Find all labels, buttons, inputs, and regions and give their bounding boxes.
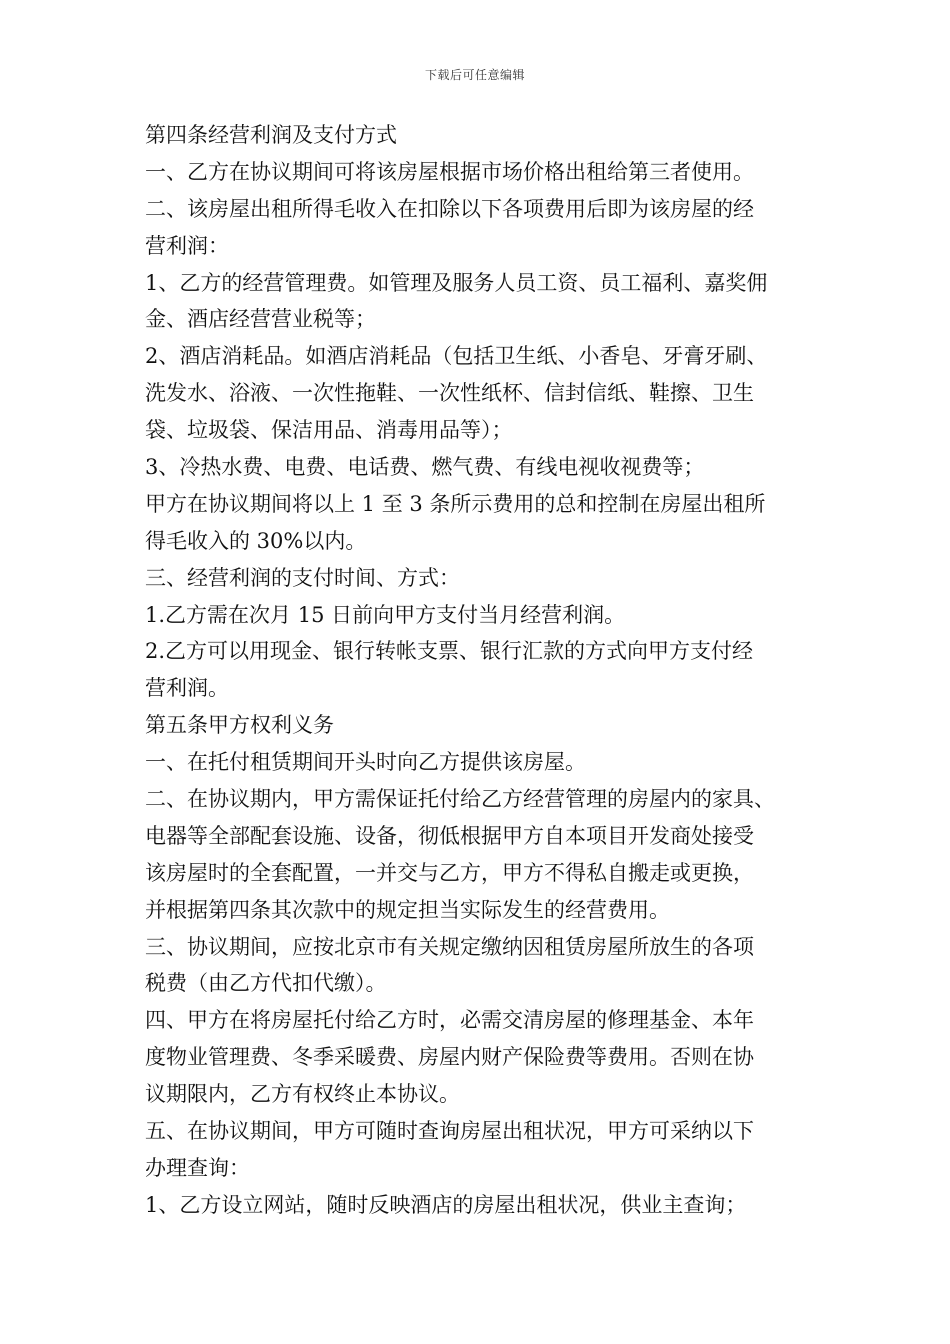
text-line: 四、甲方在将房屋托付给乙方时，必需交清房屋的修理基金、本年 bbox=[145, 1008, 754, 1033]
text-line: 1、乙方的经营管理费。如管理及服务人员工资、员工福利、嘉奖佣 bbox=[145, 270, 768, 295]
text-line: 度物业管理费、冬季采暖费、房屋内财产保险费等费用。否则在协 bbox=[145, 1045, 754, 1070]
text-line: 五、在协议期间，甲方可随时查询房屋出租状况，甲方可采纳以下 bbox=[145, 1119, 754, 1144]
text-line: 三、经营利润的支付时间、方式： bbox=[145, 565, 460, 590]
text-line: 三、协议期间，应按北京市有关规定缴纳因租赁房屋所放生的各项 bbox=[145, 934, 754, 959]
text-line: 洗发水、浴液、一次性拖鞋、一次性纸杯、信封信纸、鞋擦、卫生 bbox=[145, 381, 754, 406]
text-line: 二、该房屋出租所得毛收入在扣除以下各项费用后即为该房屋的经 bbox=[145, 196, 754, 221]
text-line: 营利润。 bbox=[145, 676, 229, 701]
text-line: 得毛收入的 30%以内。 bbox=[145, 528, 367, 553]
text-line: 金、酒店经营营业税等； bbox=[145, 307, 376, 332]
text-line: 办理查询： bbox=[145, 1155, 250, 1180]
text-line: 该房屋时的全套配置，一并交与乙方，甲方不得私自搬走或更换， bbox=[145, 860, 754, 885]
text-line: 2、酒店消耗品。如酒店消耗品（包括卫生纸、小香皂、牙膏牙刷、 bbox=[145, 344, 768, 369]
text-line: 二、在协议期内，甲方需保证托付给乙方经营管理的房屋内的家具、 bbox=[145, 787, 775, 812]
text-line: 3、冷热水费、电费、电话费、燃气费、有线电视收视费等； bbox=[145, 455, 705, 480]
text-line: 税费（由乙方代扣代缴）。 bbox=[145, 971, 387, 996]
text-line: 袋、垃圾袋、保洁用品、消毒用品等）； bbox=[145, 418, 513, 443]
text-line: 第五条甲方权利义务 bbox=[145, 713, 334, 738]
text-line: 2.乙方可以用现金、银行转帐支票、银行汇款的方式向甲方支付经 bbox=[145, 639, 754, 664]
text-line: 并根据第四条其次款中的规定担当实际发生的经营费用。 bbox=[145, 897, 670, 922]
document-body bbox=[145, 117, 815, 1224]
text-line: 议期限内，乙方有权终止本协议。 bbox=[145, 1082, 460, 1107]
text-line: 一、在托付租赁期间开头时向乙方提供该房屋。 bbox=[145, 750, 586, 775]
text-line: 一、乙方在协议期间可将该房屋根据市场价格出租给第三者使用。 bbox=[145, 159, 754, 184]
text-line: 电器等全部配套设施、设备，彻低根据甲方自本项目开发商处接受 bbox=[145, 823, 754, 848]
text-line: 营利润： bbox=[145, 233, 229, 258]
text-line: 1、乙方设立网站，随时反映酒店的房屋出租状况，供业主查询； bbox=[145, 1192, 747, 1217]
page-header: 下载后可任意编辑 bbox=[424, 68, 525, 82]
text-line: 第四条经营利润及支付方式 bbox=[145, 123, 397, 147]
text-line: 甲方在协议期间将以上 1 至 3 条所示费用的总和控制在房屋出租所 bbox=[145, 491, 766, 516]
text-line: 1.乙方需在次月 15 日前向甲方支付当月经营利润。 bbox=[145, 602, 626, 627]
